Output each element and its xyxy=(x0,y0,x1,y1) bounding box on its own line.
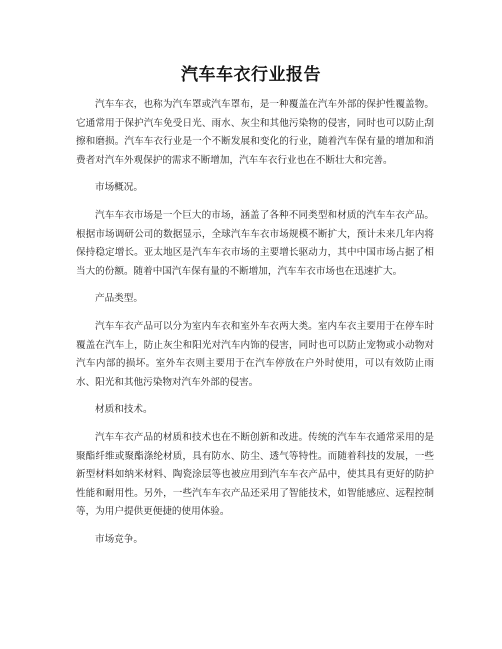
paragraph-materials: 汽车车衣产品的材质和技术也在不断创新和改进。传统的汽车车衣通常采用的是聚酯纤维或聚酯涤纶材质，具有防水、防尘、透气等特性。而随着科技的发展，一些新型材料如纳米材料、陶瓷涂层等也被应用到汽车车衣产品中，使其具有更好的防护性能和耐用性。另外，一些汽车车衣产品还采用了智能技术，如智能感应、远程控制等，为用户提供更便捷的使用体验。 xyxy=(76,431,434,518)
section-heading-market-overview: 市场概况。 xyxy=(95,182,143,194)
section-heading-competition: 市场竞争。 xyxy=(95,533,143,545)
paragraph-market-overview: 汽车车衣市场是一个巨大的市场，涵盖了各种不同类型和材质的汽车车衣产品。根据市场调研公司的数据显示，全球汽车车衣市场规模不断扩大，预计未来几年内将保持稳定增长。亚太地区是汽车车衣市场的主要增长驱动力，其中中国市场占据了相当大的份额。随着中国汽车保有量的不断增加，汽车车衣市场也在迅速扩大。 xyxy=(76,209,434,277)
section-heading-materials: 材质和技术。 xyxy=(95,404,153,416)
paragraph-intro: 汽车车衣，也称为汽车罩或汽车罩布，是一种覆盖在汽车外部的保护性覆盖物。它通常用于保护汽车免受日光、雨水、灰尘和其他污染物的侵害，同时也可以防止刮擦和磨损。汽车车衣行业是一个不断发展和变化的行业，随着汽车保有量的增加和消费者对汽车外观保护的需求不断增加，汽车车衣行业也在不断壮大和完善。 xyxy=(76,99,434,166)
section-heading-product-types: 产品类型。 xyxy=(95,293,143,305)
document-body xyxy=(76,96,434,549)
document-title: 汽车车衣行业报告 xyxy=(181,65,321,85)
paragraph-product-types: 汽车车衣产品可以分为室内车衣和室外车衣两大类。室内车衣主要用于在停车时覆盖在汽车上，防止灰尘和阳光对汽车内饰的侵害，同时也可以防止宠物或小动物对汽车内部的损坏。室外车衣则主要用于在汽车停放在户外时使用，可以有效防止雨水、阳光和其他污染物对汽车外部的侵害。 xyxy=(76,320,434,388)
